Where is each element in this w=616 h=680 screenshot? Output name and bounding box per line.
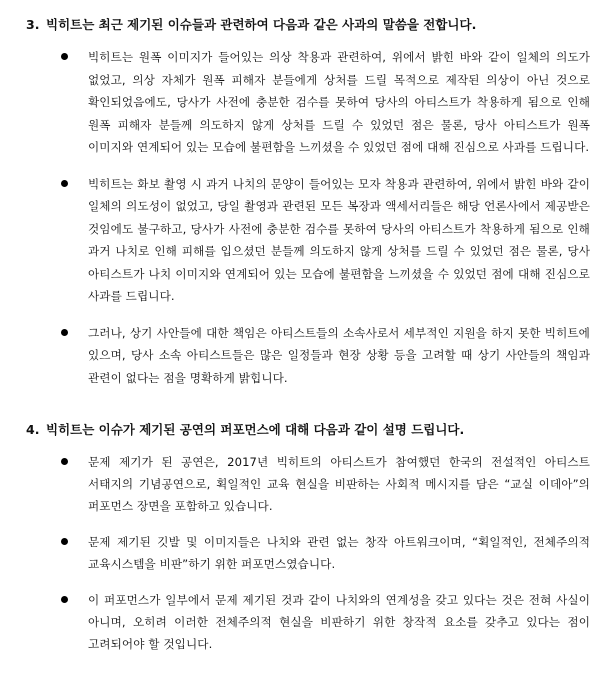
bullet-icon xyxy=(61,329,68,336)
bullet-icon xyxy=(61,180,68,187)
section-4 xyxy=(26,421,590,655)
bullet-icon xyxy=(61,458,68,465)
bullet-icon xyxy=(61,53,68,60)
section-title: 빅히트는 최근 제기된 이슈들과 관련하여 다음과 같은 사과의 말씀을 전합니다. xyxy=(46,17,477,32)
section-number: 3. xyxy=(26,17,40,32)
bullet-list xyxy=(26,451,590,655)
list-item xyxy=(26,322,590,390)
list-item xyxy=(26,46,590,159)
paragraph: 이 퍼포먼스가 일부에서 문제 제기된 것과 같이 나치와의 연계성을 갖고 있다는 것은 전혀 사실이 아니며, 오히려 이러한 전체주의적 현실을 비판하기 위한 창작적 요소를 갖추고 있다는 점이 고려되어야 할 것입니다. xyxy=(88,593,590,651)
paragraph: 빅히트는 화보 촬영 시 과거 나치의 문양이 들어있는 모자 착용과 관련하여, 위에서 밝힌 바와 같이 일체의 의도성이 없었고, 당일 촬영과 관련된 모든 복장과 액세서리들은 해당 언론사에서 제공받은 것임에도 불구하고, 당사가 사전에 충분한 검수를 못하여 당사의 아티스트가 착용하게 됨으로 인해 과거 나치로 인해 피해를 입으셨던 분들께 의도하지 않게 상처를 드릴 수 있었던 점은 물론, 당사 아티스트가 나치 이미지와 연계되어 있는 모습에 불편함을 느끼셨을 수 있었던 점에 대해 진심으로 사과를 드립니다. xyxy=(88,176,590,303)
paragraph: 문제 제기가 된 공연은, 2017년 빅히트의 아티스트가 참여했던 한국의 전설적인 아티스트 서태지의 기념공연으로, 획일적인 교육 현실을 비판하는 사회적 메시지를 담은 “교실 이데아”의 퍼포먼스 장면을 포함하고 있습니다. xyxy=(88,455,590,513)
section-number: 4. xyxy=(26,422,40,437)
bullet-icon xyxy=(61,596,68,603)
paragraph: 빅히트는 원폭 이미지가 들어있는 의상 착용과 관련하여, 위에서 밝힌 바와 같이 일체의 의도가 없었고, 의상 자체가 원폭 피해자 분들에게 상처를 드릴 목적으로 제작된 의상이 아닌 것으로 확인되었음에도, 당사가 사전에 충분한 검수를 못하여 당사의 아티스트가 착용하게 됨으로 인해 원폭 피해자 분들께 의도하지 않게 상처를 드릴 수 있었던 점은 물론, 당사 아티스트가 원폭 이미지와 연계되어 있는 모습에 불편함을 느끼셨을 수 있었던 점에 대해 진심으로 사과를 드립니다. xyxy=(88,50,590,154)
section-title: 빅히트는 이슈가 제기된 공연의 퍼포먼스에 대해 다음과 같이 설명 드립니다. xyxy=(46,422,465,437)
paragraph: 문제 제기된 깃발 및 이미지들은 나치와 관련 없는 창작 아트워크이며, “획일적인, 전체주의적 교육시스템을 비판”하기 위한 퍼포먼스였습니다. xyxy=(88,535,590,571)
list-item xyxy=(26,589,590,655)
section-heading xyxy=(26,421,590,439)
section-heading xyxy=(26,16,590,34)
bullet-icon xyxy=(61,538,68,545)
list-item xyxy=(26,531,590,575)
list-item xyxy=(26,451,590,517)
paragraph: 그러나, 상기 사안들에 대한 책임은 아티스트들의 소속사로서 세부적인 지원을 하지 못한 빅히트에 있으며, 당사 소속 아티스트들은 많은 일정들과 현장 상황 등을 고려할 때 상기 사안들의 책임과 관련이 없다는 점을 명확하게 밝힙니다. xyxy=(88,325,590,385)
list-item xyxy=(26,173,590,308)
bullet-list xyxy=(26,46,590,389)
section-3 xyxy=(26,16,590,389)
